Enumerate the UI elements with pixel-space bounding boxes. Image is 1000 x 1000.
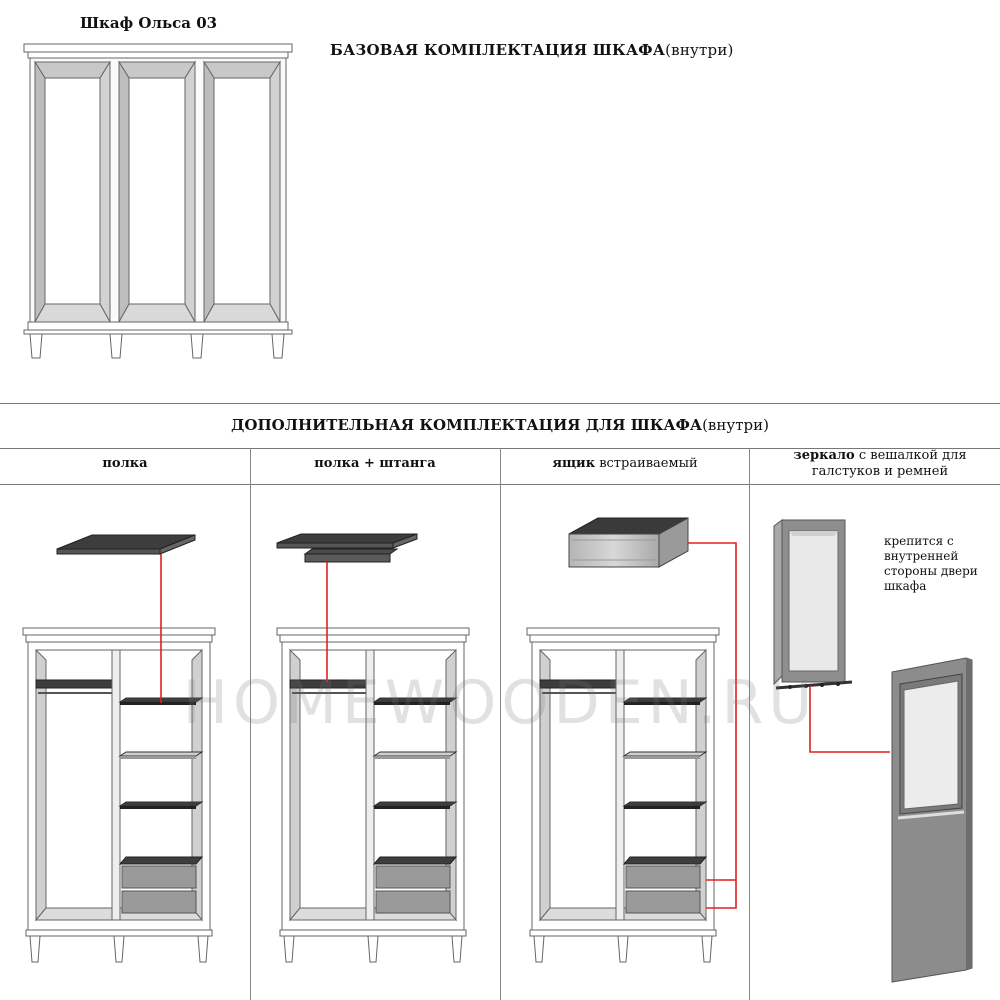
leg (284, 936, 294, 962)
right-shelf-edge (120, 806, 196, 809)
extra-config-title-suffix: (внутри) (702, 416, 769, 434)
column-header-shelf: полка (102, 456, 148, 471)
drawer-lower (626, 891, 700, 913)
right-shelf-edge (624, 806, 700, 809)
leg (702, 936, 712, 962)
leg (534, 936, 544, 962)
mirror-note: крепится с внутренней стороны двери шкафа (884, 534, 978, 593)
right-shelf (120, 802, 202, 806)
left-bottom (36, 908, 112, 920)
frieze (26, 635, 212, 642)
right-shelf-edge (374, 756, 450, 759)
drawer-upper (626, 866, 700, 888)
plinth (26, 930, 212, 936)
plinth (280, 930, 466, 936)
drawer-upper (376, 866, 450, 888)
cornice (277, 628, 469, 635)
cornice (527, 628, 719, 635)
leg (198, 936, 208, 962)
plinth (530, 930, 716, 936)
drawer-lower (376, 891, 450, 913)
leg (452, 936, 462, 962)
right-shelf (624, 802, 706, 806)
leg (114, 936, 124, 962)
left-bottom (290, 908, 366, 920)
base-section-middle (119, 62, 195, 322)
drawer-upper (122, 866, 196, 888)
base-section-left (35, 62, 110, 322)
column-header-drawer: ящик встраиваемый (552, 456, 698, 471)
product-title: Шкаф Ольса 03 (80, 14, 218, 32)
mirror (774, 520, 852, 689)
base-config-title-bold: БАЗОВАЯ КОМПЛЕКТАЦИЯ ШКАФА (330, 41, 666, 59)
leg (618, 936, 628, 962)
column-header-mirror: зеркало с вешалкой для галстуков и ремней (793, 448, 967, 479)
drawer-top (374, 857, 456, 864)
frieze (530, 635, 716, 642)
leg (368, 936, 378, 962)
right-shelf-edge (374, 806, 450, 809)
left-bottom (540, 908, 616, 920)
right-shelf (120, 752, 202, 756)
leg (30, 936, 40, 962)
drawer-lower (122, 891, 196, 913)
loose-drawer (569, 518, 688, 567)
right-shelf-edge (624, 756, 700, 759)
base-wardrobe (24, 44, 292, 358)
base-config-title-suffix: (внутри) (665, 41, 734, 59)
right-shelf (374, 752, 456, 756)
right-shelf (374, 802, 456, 806)
right-shelf-edge (120, 756, 196, 759)
drawer-top (120, 857, 202, 864)
loose-shelf-with-rod (277, 534, 417, 562)
extra-config-title-bold: ДОПОЛНИТЕЛЬНАЯ КОМПЛЕКТАЦИЯ ДЛЯ ШКАФА (231, 416, 703, 434)
drawer-top (624, 857, 706, 864)
right-shelf (624, 752, 706, 756)
column-header-shelf-rod: полка + штанга (314, 456, 436, 471)
cornice (23, 628, 215, 635)
frieze (280, 635, 466, 642)
base-section-right (204, 62, 280, 322)
watermark-text: HOMEWOODEN.RU (182, 668, 818, 738)
loose-shelf (57, 535, 195, 554)
